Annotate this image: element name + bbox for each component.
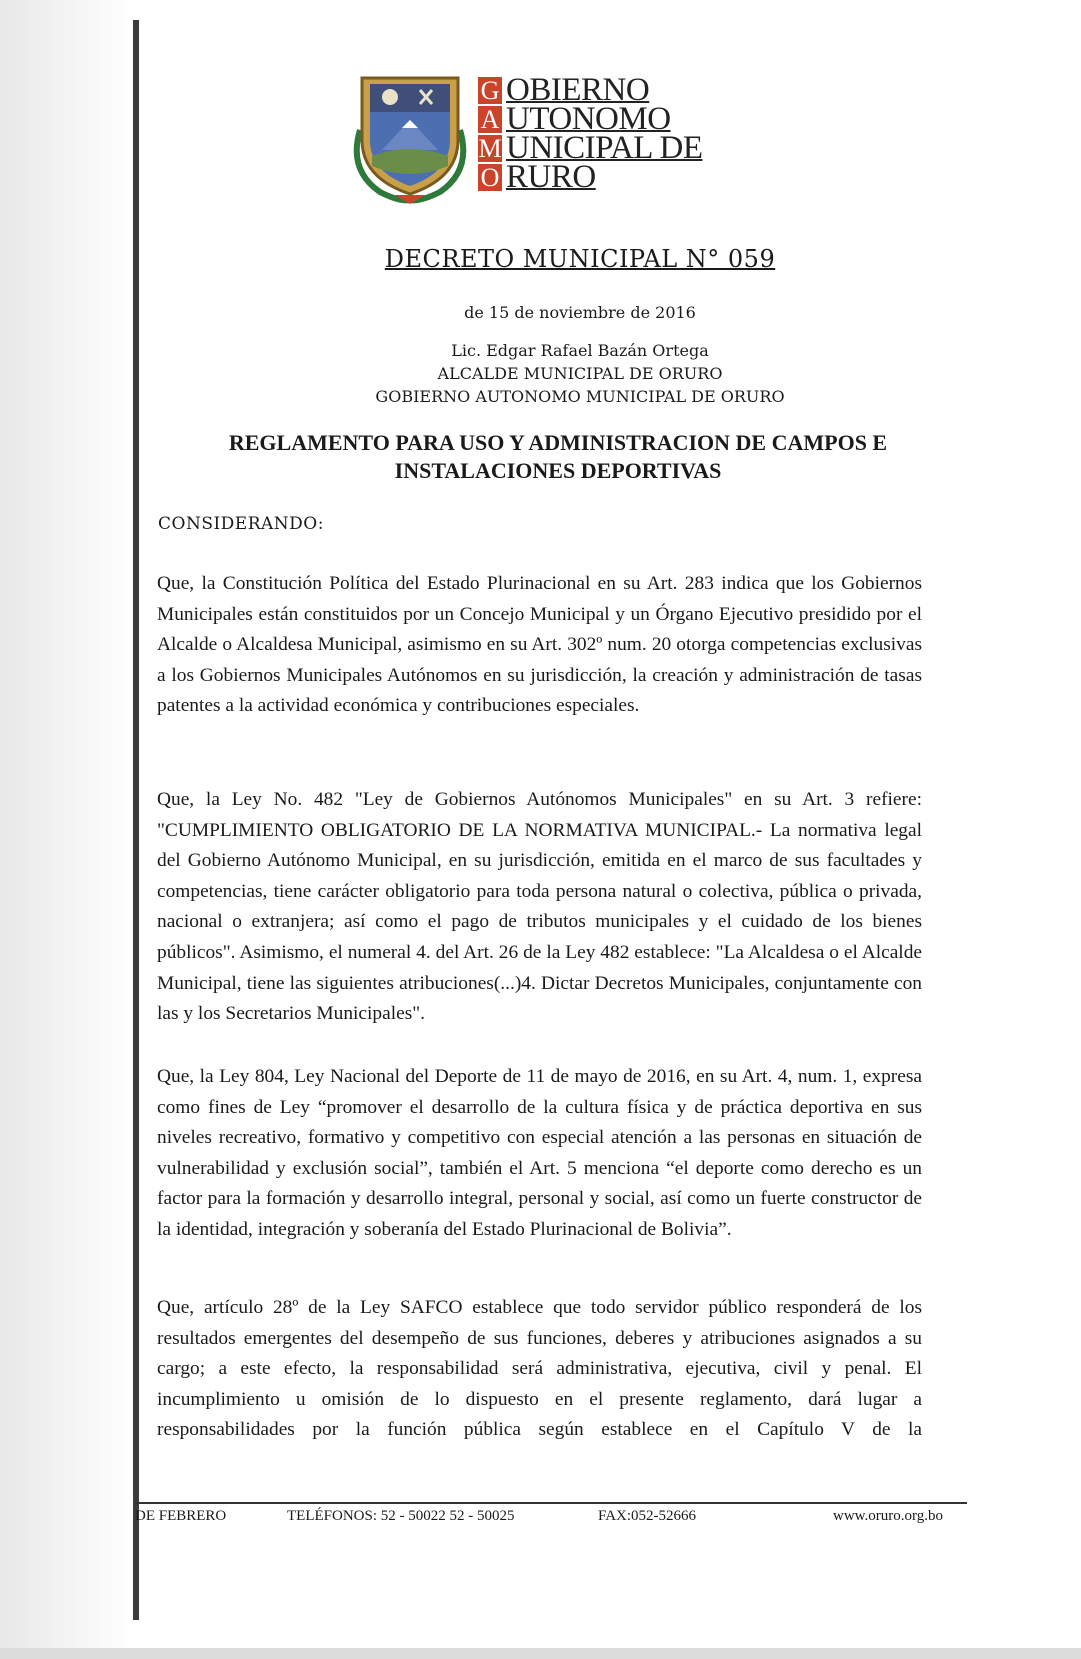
decree-subject: REGLAMENTO PARA USO Y ADMINISTRACION DE CAMPOS E INSTALACIONES DEPORTIVAS [228,430,888,483]
paragraph: Que, la Ley 804, Ley Nacional del Deporte de 11 de mayo de 2016, en su Art. 4, num. 1, expresa como fines de Ley “promover el desarrollo de la cultura física y de práctica deportiva en sus niveles recreativo, formativo y competitivo con especial atención a las personas en situación de vulnerabilidad y exclusión social”, también el Art. 5 menciona “el deporte como derecho es un factor para la formación y desarrollo integral, personal y social, así como un fuerte constructor de la identidad, integración y soberanía del Estado Plurinacional de Bolivia”. [157,1066,922,1240]
signatory-role: ALCALDE MUNICIPAL DE ORURO [437,364,723,383]
wordmark-initial: A [478,106,502,133]
footer-fax: FAX:052-52666 [598,1508,697,1524]
footer-address: DE FEBRERO [135,1508,227,1524]
section-heading: CONSIDERANDO: [158,514,324,534]
wordmark-text: UTONOMO [506,101,671,137]
scan-bottom-band [0,1648,1081,1659]
footer-phones: TELÉFONOS: 52 - 50022 52 - 50025 [287,1508,515,1524]
wordmark-initial: O [478,164,502,191]
paragraph: Que, la Ley No. 482 "Ley de Gobiernos Autónomos Municipales" en su Art. 3 refiere: "CUMPLIMIENTO OBLIGATORIO DE LA NORMATIVA MUNICIPAL.- La normativa legal del Gobierno Autónomo Municipal, en su jurisdicción, emitida en el marco de sus facultades y competencias, tiene carácter obligatorio para toda persona natural o colectiva, pública o privada, nacional o extranjera; así como el pago de tributos municipales y el cuidado de los bienes públicos". Asimismo, el numeral 4. del Art. 26 de la Ley 482 establece: "La Alcaldesa o el Alcalde Municipal, tiene las siguientes atribuciones(...)4. Dictar Decretos Municipales, conjuntamente con las y los Secretarios Municipales". [157,789,922,1025]
wordmark [478,72,703,195]
decree-date: de 15 de noviembre de 2016 [464,303,696,322]
footer-divider [135,1502,967,1504]
wordmark-text: RURO [506,159,596,195]
wordmark-initial: M [478,134,502,163]
paragraph: Que, la Constitución Política del Estado Plurinacional en su Art. 283 indica que los Gobiernos Municipales están constituidos por un Concejo Municipal y un Órgano Ejecutivo presidido por el Alcalde o Alcaldesa Municipal, asimismo en su Art. 302º num. 20 otorga competencias exclusivas a los Gobiernos Municipales Autónomos en su jurisdicción, la creación y administración de tasas patentes a la actividad económica y contribuciones especiales. [157,573,922,717]
wordmark-text: UNICIPAL DE [506,130,703,166]
scan-margin [0,0,135,1659]
coat-of-arms-icon [350,70,470,205]
footer-website: www.oruro.org.bo [833,1508,943,1524]
paragraph: Que, artículo 28º de la Ley SAFCO establece que todo servidor público responderá de los resultados emergentes del desempeño de sus funciones, deberes y atribuciones asignados a su cargo; a este efecto, la responsabilidad será administrativa, ejecutiva, civil y penal. El incumplimiento u omisión de lo dispuesto en el presente reglamento, dará lugar a responsabilidades por la función pública según establece en el Capítulo V de la [157,1297,922,1441]
page-edge [133,20,139,1620]
wordmark-initial: G [478,77,502,104]
wordmark-text: OBIERNO [506,72,650,108]
wordmark-line [478,159,702,195]
signatory-name: Lic. Edgar Rafael Bazán Ortega [451,341,709,360]
decree-title: DECRETO MUNICIPAL N° 059 [384,245,776,273]
municipal-logo [350,70,760,210]
signatory-institution: GOBIERNO AUTONOMO MUNICIPAL DE ORURO [375,387,785,406]
